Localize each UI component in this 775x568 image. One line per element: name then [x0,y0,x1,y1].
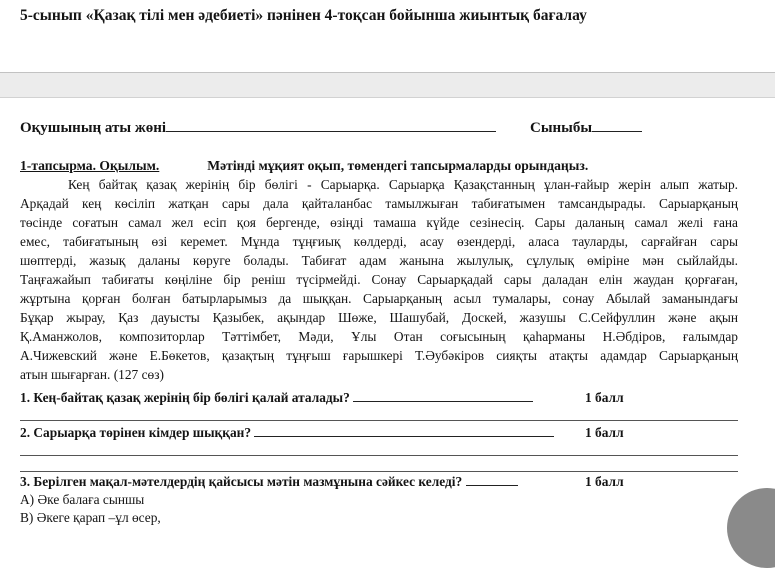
question-2-points: 1 балл [585,425,624,440]
question-3 [20,474,518,490]
page-corner-shadow [727,488,775,568]
text-line: шөптерді, жазық даланы көруге болады. Табиғат адам жанына жылулық, сұлулық өміріне мән сыйлайды. [20,253,738,268]
task-label: 1-тапсырма. Оқылым. [20,158,160,173]
text-line: Кең байтақ қазақ жерінің бір бөлігі - Сарыарқа. Сарыарқа Қазақстанның ұлан-ғайыр жерін алып жатыр. [68,177,738,192]
header-divider-band [0,72,775,98]
student-class-blank[interactable] [592,131,642,132]
question-2-answer-line[interactable] [20,455,738,456]
student-class-label: Сыныбы [530,120,593,136]
task-instruction: Мәтінді мұқият оқып, төмендегі тапсырмаларды орындаңыз. [207,158,589,173]
text-line: Таңғажайып табиғаты көңіліне бір реніш түсірмейді. Сонау Сарыарқадай сары даладан елін жаудан қорғаған, [20,272,738,287]
option-b: В) Әкеге қарап –ұл өсер, [20,510,161,525]
text-line: емес, табиғатының өзі керемет. Мұнда тұңғиық көлдерді, асау өзендерді, аласа тауларды, сарғайған сары [20,234,738,249]
task-heading [20,158,588,174]
question-1-answer-blank[interactable] [353,401,533,402]
student-name-blank[interactable] [166,131,496,132]
reading-text [20,175,738,384]
question-3-answer-blank[interactable] [466,485,518,486]
page-title: 5-сынып «Қазақ тілі мен әдебиеті» пәнінен 4-тоқсан бойынша жиынтық бағалау [20,7,587,24]
text-line: жұртына қорған болған батырларымыз да шыққан. Сарыарқаның асыл тумалары, сонау Абылай заманындағы [20,291,738,306]
text-line: Арқадай кең көсіліп жатқан сары дала қайталанбас тамылжыған табиғатымен тамсандырады. Сарыарқаның [20,196,738,211]
student-name-label: Оқушының аты жөні [20,120,167,136]
question-2 [20,425,554,441]
question-1 [20,390,533,406]
question-3-points: 1 балл [585,474,624,489]
question-1-points: 1 балл [585,390,624,405]
question-1-text: 1. Кең-байтақ қазақ жерінің бір бөлігі қалай аталады? [20,390,350,405]
question-3-text: 3. Берілген мақал-мәтелдердің қайсысы мәтін мазмұнына сәйкес келеді? [20,474,463,489]
text-line: Қ.Аманжолов, композиторлар Тәттімбет, Мәди, Ұлы Отан соғысының қаһарманы Н.Әбдіров, ғалымдар [20,329,738,344]
question-2-answer-blank[interactable] [254,436,554,437]
option-a: А) Әке балаға сыншы [20,492,145,507]
student-class-row [530,120,642,137]
text-line: Бұқар жырау, Қаз дауысты Қазыбек, ақындар Шөже, Шашубай, Доскей, жазушы С.Сейфуллин және ақын [20,310,738,325]
question-2-text: 2. Сарыарқа төрінен кімдер шыққан? [20,425,252,440]
text-line: А.Чижевский және Е.Бөкетов, қазақтың тұңғыш ғарышкері Т.Әубәкіров сияқты атақты адамдар Сарыарқаның [20,348,738,363]
text-line: атын шығарған. (127 сөз) [20,367,164,382]
text-line: төсінде соғатын самал жел есіп қоя бергенде, өзіңді тамаша күйде сезінесің. Сары даланың самал желі ғана [20,215,738,230]
question-1-answer-line[interactable] [20,420,738,421]
student-name-row [20,120,496,137]
question-2-answer-line[interactable] [20,471,738,472]
